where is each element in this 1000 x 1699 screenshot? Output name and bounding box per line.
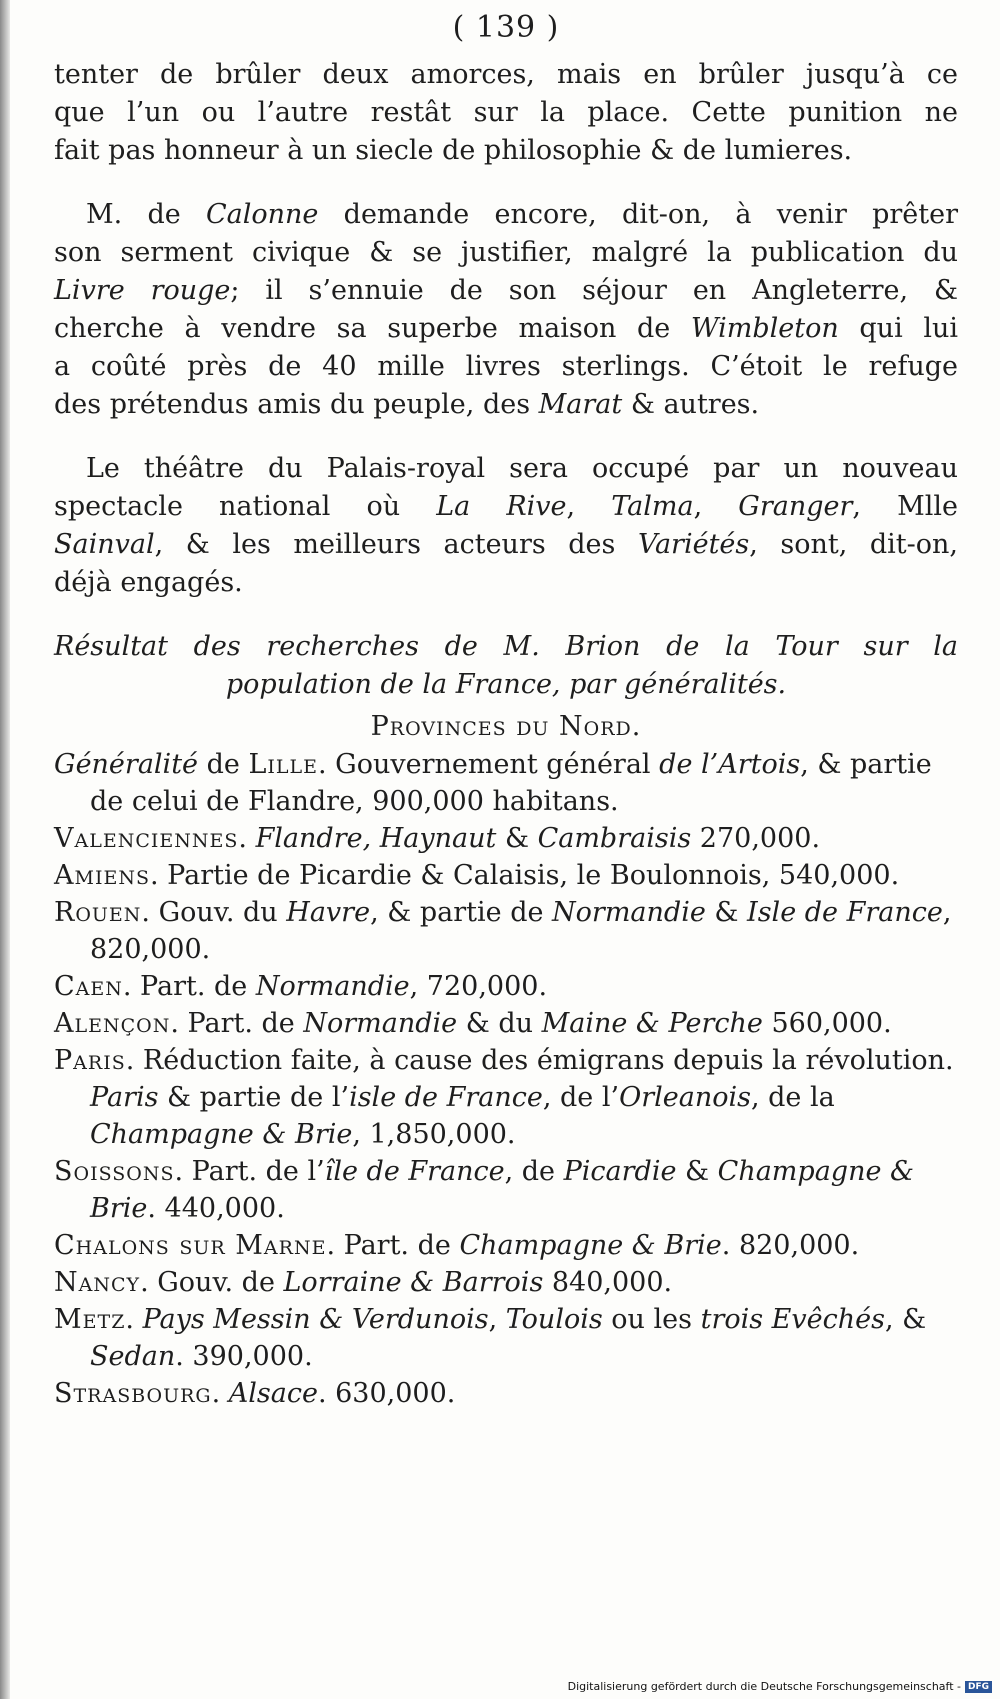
generalite-entry: Strasbourg. Alsace. 630,000. <box>54 1378 456 1409</box>
generalite-entry: Valenciennes. Flandre, Haynaut & Cambraisis 270,000. <box>54 823 821 854</box>
digitization-footer <box>568 1680 992 1693</box>
text-line: population de la France, par généralités. <box>225 669 787 700</box>
page-number: ( 139 ) <box>452 10 560 45</box>
generalite-entry: Metz. Pays Messin & Verdunois, Toulois ou les trois Evêchés, & Sedan. 390,000. <box>54 1304 927 1372</box>
paragraph-3 <box>54 450 958 602</box>
generalite-entry: Paris. Réduction faite, à cause des émigrans depuis la révolution. Paris & partie de l’isle de France, de l’Orleanois, de la Champagne & Brie, 1,850,000. <box>54 1045 954 1150</box>
text-line: M. de Calonne demande encore, dit-on, à venir prêter <box>86 199 959 230</box>
table-heading <box>54 628 958 746</box>
generalite-entry: Chalons sur Marne. Part. de Champagne & Brie. 820,000. <box>54 1230 860 1261</box>
generalite-entry: Nancy. Gouv. de Lorraine & Barrois 840,000. <box>54 1267 673 1298</box>
text-line: Livre rouge; il s’ennuie de son séjour en Angleterre, & <box>54 275 958 306</box>
text-line: Sainval, & les meilleurs acteurs des Variétés, sont, dit-on, <box>54 529 958 560</box>
paragraph-1 <box>54 56 958 170</box>
text-line: déjà engagés. <box>54 567 243 598</box>
paragraph-2 <box>54 196 958 424</box>
text-line: Le théâtre du Palais-royal sera occupé par un nouveau <box>86 453 958 484</box>
generalite-entry: Soissons. Part. de l’île de France, de Picardie & Champagne & Brie. 440,000. <box>54 1156 915 1224</box>
generalite-entry: Caen. Part. de Normandie, 720,000. <box>54 971 548 1002</box>
text-line: fait pas honneur à un siecle de philosophie & de lumieres. <box>54 135 853 166</box>
text-line: tenter de brûler deux amorces, mais en brûler jusqu’à ce <box>54 59 958 90</box>
text-line: a coûté près de 40 mille livres sterlings. C’étoit le refuge <box>54 351 958 382</box>
generalite-entry: Alençon. Part. de Normandie & du Maine & Perche 560,000. <box>54 1008 892 1039</box>
text-line: que l’un ou l’autre restât sur la place. Cette punition ne <box>54 97 958 128</box>
generalite-entry: Généralité de Lille. Gouvernement général de l’Artois, & partie de celui de Flandre, 900,000 habitans. <box>54 749 932 817</box>
text-line: spectacle national où La Rive, Talma, Granger, Mlle <box>54 491 958 522</box>
text-line: son serment civique & se justifier, malgré la publication du <box>54 237 958 268</box>
generalite-list <box>54 746 958 1412</box>
book-page <box>54 0 958 1412</box>
dfg-logo: DFG <box>965 1681 992 1693</box>
generalite-entry: Amiens. Partie de Picardie & Calaisis, le Boulonnois, 540,000. <box>54 860 900 891</box>
text-line: cherche à vendre sa superbe maison de Wimbleton qui lui <box>54 313 958 344</box>
text-line: Résultat des recherches de M. Brion de la Tour sur la <box>54 631 958 662</box>
scan-edge <box>0 0 10 1699</box>
text-line: des prétendus amis du peuple, des Marat & autres. <box>54 389 760 420</box>
generalite-entry: Rouen. Gouv. du Havre, & partie de Normandie & Isle de France, 820,000. <box>54 897 952 965</box>
footer-text: Digitalisierung gefördert durch die Deutsche Forschungsgemeinschaft - <box>567 1680 961 1693</box>
section-title: Provinces du Nord. <box>370 711 642 742</box>
